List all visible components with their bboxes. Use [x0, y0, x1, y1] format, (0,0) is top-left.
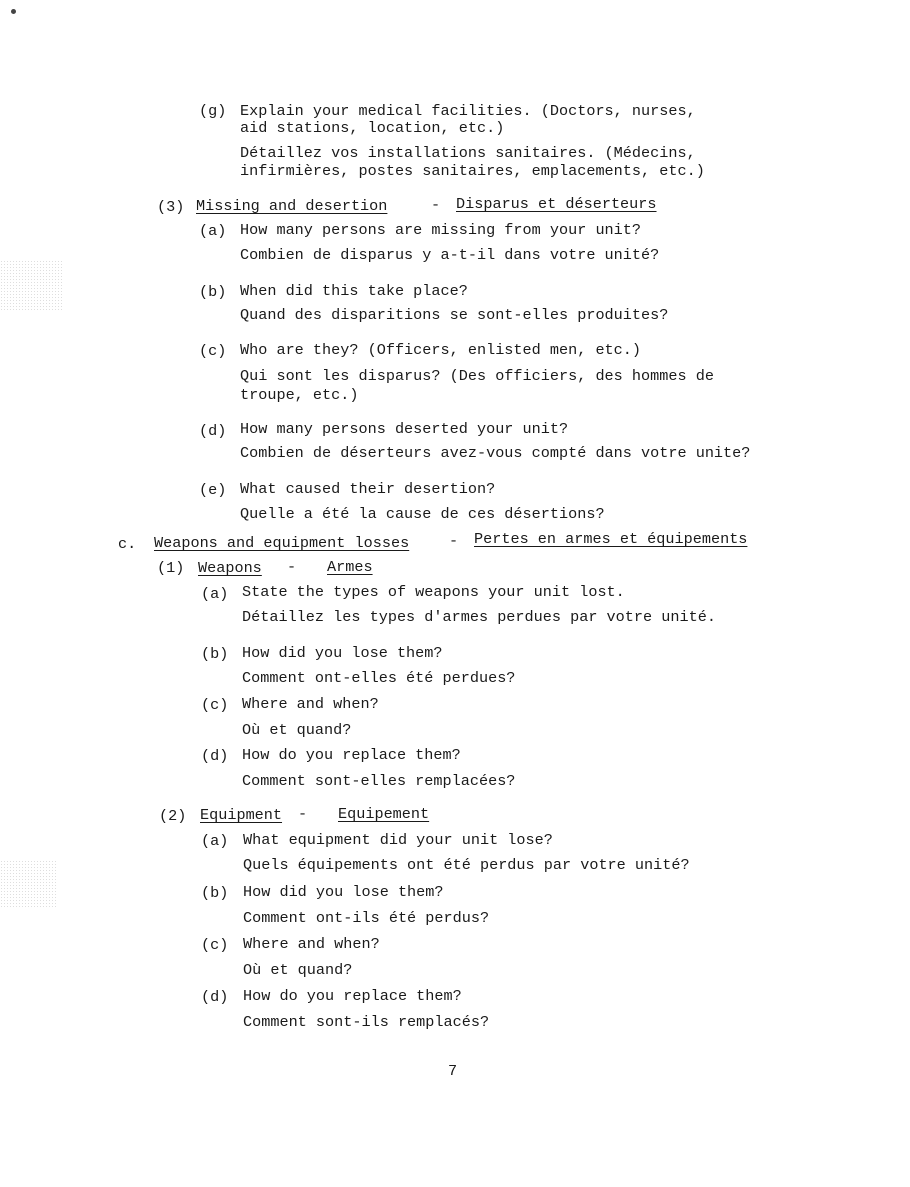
item-label: (a): [199, 222, 227, 240]
item-label: (c): [201, 696, 229, 714]
question-en: How many persons deserted your unit?: [240, 420, 569, 438]
heading-dash: -: [298, 805, 308, 823]
scan-noise: [0, 860, 58, 908]
question-en: Where and when?: [243, 935, 380, 953]
question-en: How do you replace them?: [243, 987, 462, 1005]
question-en: How many persons are missing from your unit?: [240, 221, 642, 239]
item-label: (e): [199, 481, 227, 499]
heading-dash: -: [431, 196, 441, 214]
question-fr: Quand des disparitions se sont-elles produites?: [240, 306, 669, 324]
heading-dash: -: [287, 558, 297, 576]
item-label: (g): [199, 102, 227, 120]
question-fr: infirmières, postes sanitaires, emplacements, etc.): [240, 162, 705, 180]
question-en: How did you lose them?: [243, 883, 444, 901]
section-heading-en: Weapons and equipment losses: [154, 534, 410, 552]
section-heading-fr: Pertes en armes et équipements: [474, 530, 748, 548]
item-label: (b): [201, 645, 229, 663]
subsection-label: (1): [157, 559, 185, 577]
page-number: 7: [448, 1062, 458, 1080]
section-label: c.: [118, 535, 137, 553]
item-label: (c): [199, 342, 227, 360]
question-fr: Comment sont-ils remplacés?: [243, 1013, 490, 1031]
item-label: (a): [201, 585, 229, 603]
item-label: (c): [201, 936, 229, 954]
question-en: State the types of weapons your unit lost.: [242, 583, 625, 601]
question-en: What equipment did your unit lose?: [243, 831, 553, 849]
question-fr: Où et quand?: [243, 961, 353, 979]
question-en: Who are they? (Officers, enlisted men, etc.): [240, 341, 642, 359]
item-label: (d): [201, 747, 229, 765]
question-en: When did this take place?: [240, 282, 468, 300]
subsection-heading-fr: Equipement: [338, 805, 430, 823]
item-label: (d): [201, 988, 229, 1006]
question-fr: Détaillez vos installations sanitaires. (Médecins,: [240, 144, 696, 162]
question-en: How did you lose them?: [242, 644, 443, 662]
section-heading-en: Missing and desertion: [196, 197, 388, 215]
scan-speck: [11, 9, 16, 14]
question-fr: Quels équipements ont été perdus par votre unité?: [243, 856, 690, 874]
question-fr: Comment ont-elles été perdues?: [242, 669, 516, 687]
question-fr: Qui sont les disparus? (Des officiers, des hommes de: [240, 367, 714, 385]
subsection-heading-en: Weapons: [198, 559, 262, 577]
question-fr: troupe, etc.): [240, 386, 359, 404]
question-en: Where and when?: [242, 695, 379, 713]
question-en: What caused their desertion?: [240, 480, 496, 498]
question-en: Explain your medical facilities. (Doctors, nurses,: [240, 102, 696, 120]
section-heading-fr: Disparus et déserteurs: [456, 195, 657, 213]
question-fr: Comment sont-elles remplacées?: [242, 772, 516, 790]
question-en: aid stations, location, etc.): [240, 119, 505, 137]
question-fr: Combien de disparus y a-t-il dans votre unité?: [240, 246, 660, 264]
item-label: (d): [199, 422, 227, 440]
question-fr: Où et quand?: [242, 721, 352, 739]
subsection-heading-en: Equipment: [200, 806, 283, 824]
section-label: (3): [157, 198, 185, 216]
item-label: (b): [201, 884, 229, 902]
question-fr: Combien de déserteurs avez-vous compté dans votre unite?: [240, 444, 751, 462]
scan-noise: [0, 260, 62, 310]
question-en: How do you replace them?: [242, 746, 461, 764]
item-label: (a): [201, 832, 229, 850]
heading-dash: -: [449, 532, 459, 550]
subsection-heading-fr: Armes: [327, 558, 373, 576]
question-fr: Quelle a été la cause de ces désertions?: [240, 505, 605, 523]
subsection-label: (2): [159, 807, 187, 825]
item-label: (b): [199, 283, 227, 301]
question-fr: Détaillez les types d'armes perdues par votre unité.: [242, 608, 716, 626]
question-fr: Comment ont-ils été perdus?: [243, 909, 490, 927]
